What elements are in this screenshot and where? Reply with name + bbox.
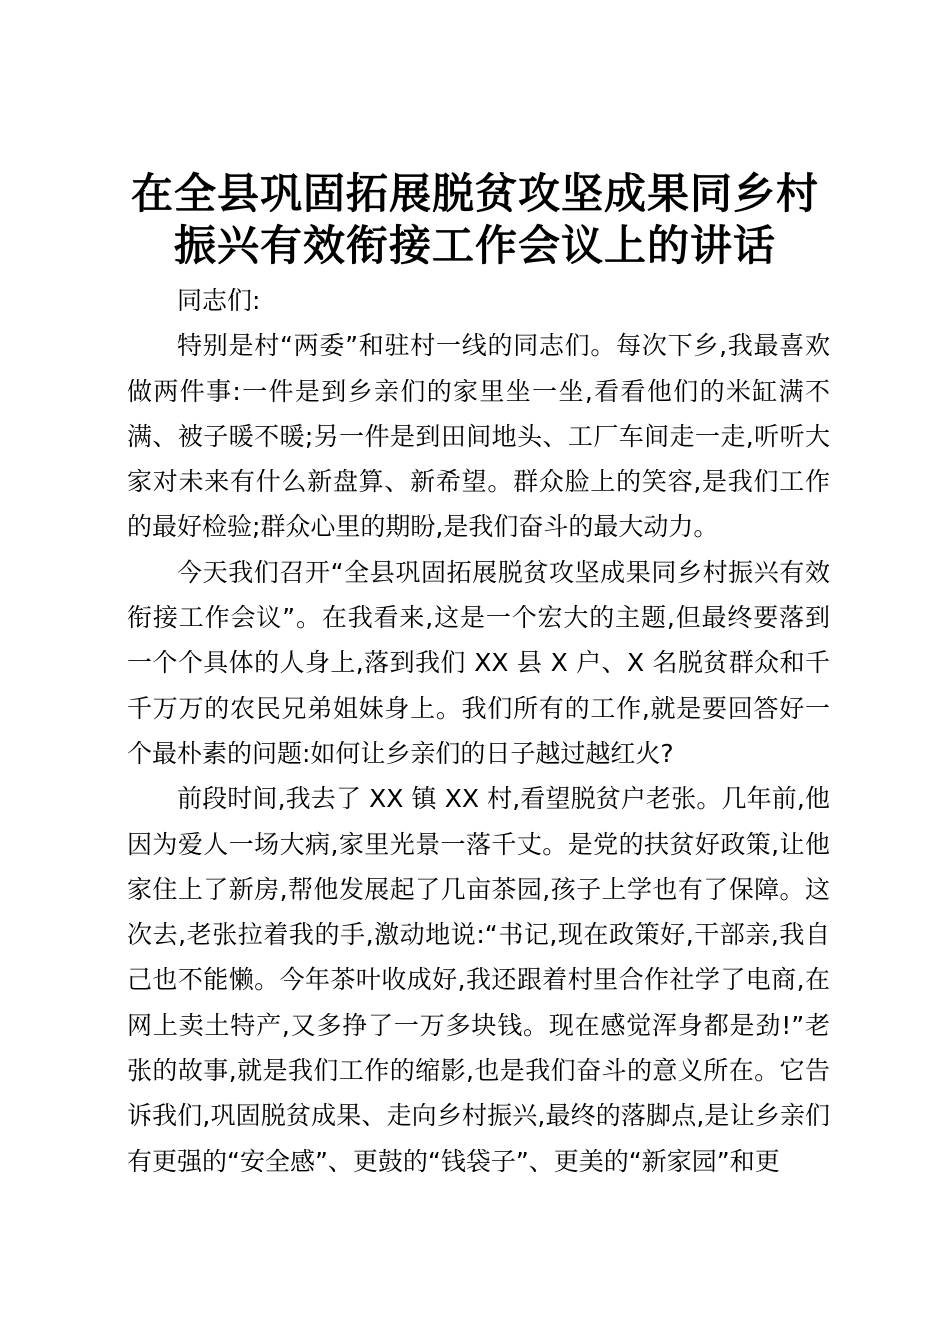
document-title: 在全县巩固拓展脱贫攻坚成果同乡村振兴有效衔接工作会议上的讲话 — [130, 169, 819, 270]
body-paragraph: 前段时间,我去了 XX 镇 XX 村,看望脱贫户老张。几年前,他因为爱人一场大病,家里光景一落千丈。是党的扶贫好政策,让他家住上了新房,帮他发展起了几亩茶园,孩子上学也有了保障。这次去,老张拉着我的手,激动地说:“书记,现在政策好,干部亲,我自己也不能懒。今年茶叶收成好,我还跟着村里合作社学了电商,在网上卖土特产,又多挣了一万多块钱。现在感觉浑身都是劲!”老张的故事,就是我们工作的缩影,也是我们奋斗的意义所在。它告诉我们,巩固脱贫成果、走向乡村振兴,最终的落脚点,是让乡亲们有更强的“安全感”、更鼓的“钱袋子”、更美的“新家园”和更 — [127, 784, 830, 1176]
body-paragraph: 今天我们召开“全县巩固拓展脱贫攻坚成果同乡村振兴有效衔接工作会议”。在我看来,这是一个宏大的主题,但最终要落到一个个具体的人身上,落到我们 XX 县 X 户、X 名脱贫群众和千千万万的农民兄弟姐妹身上。我们所有的工作,就是要回答好一个最朴素的问题:如何让乡亲们的日子越过越红火? — [127, 557, 830, 768]
document-body — [127, 278, 830, 1184]
salutation-paragraph: 同志们: — [177, 286, 261, 315]
body-paragraph: 特别是村“两委”和驻村一线的同志们。每次下乡,我最喜欢做两件事:一件是到乡亲们的家里坐一坐,看看他们的米缸满不满、被子暖不暖;另一件是到田间地头、工厂车间走一走,听听大家对未来有什么新盘算、新希望。群众脸上的笑容,是我们工作的最好检验;群众心里的期盼,是我们奋斗的最大动力。 — [127, 331, 830, 542]
